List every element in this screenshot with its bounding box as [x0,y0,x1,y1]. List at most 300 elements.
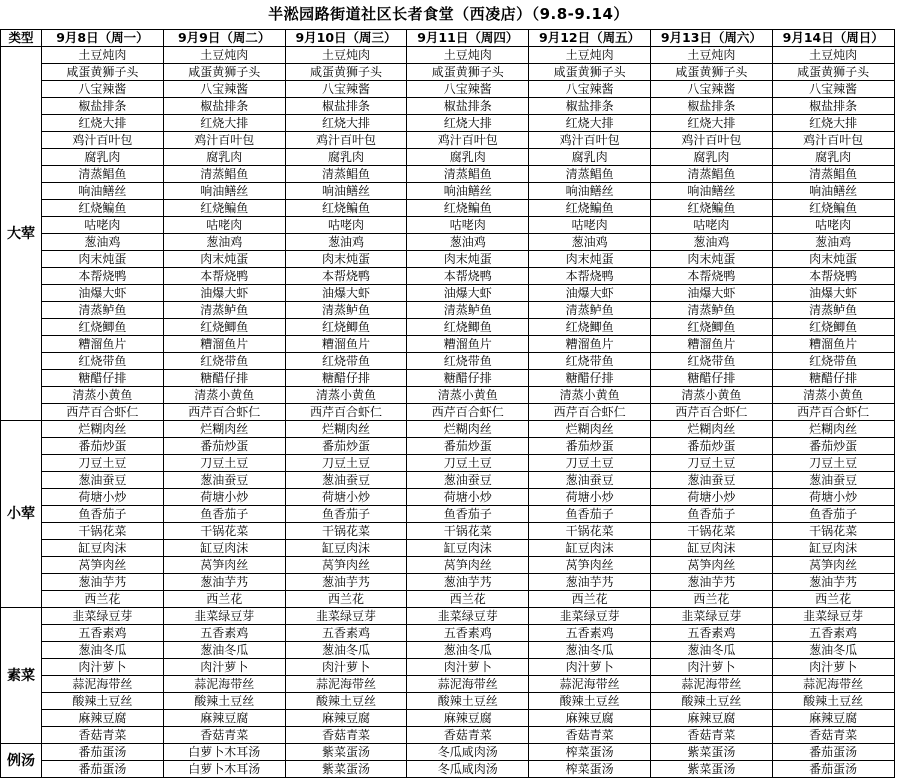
dish-cell[interactable]: 本帮烧鸭 [285,268,407,285]
dish-cell[interactable]: 五香素鸡 [529,625,651,642]
dish-cell[interactable]: 响油鳝丝 [407,183,529,200]
dish-cell[interactable]: 红烧大排 [163,115,285,132]
dish-cell[interactable]: 番茄蛋汤 [42,761,164,778]
dish-cell[interactable]: 肉汁萝卜 [529,659,651,676]
dish-cell[interactable]: 韭菜绿豆芽 [407,608,529,625]
dish-cell[interactable]: 本帮烧鸭 [650,268,772,285]
dish-cell[interactable]: 葱油芋艿 [42,574,164,591]
dish-cell[interactable]: 蒜泥海带丝 [163,676,285,693]
dish-cell[interactable]: 红烧大排 [650,115,772,132]
category-cell[interactable]: 大荤 [1,47,42,421]
dish-cell[interactable]: 本帮烧鸭 [772,268,894,285]
dish-cell[interactable]: 葱油芋艿 [163,574,285,591]
dish-cell[interactable]: 葱油鸡 [650,234,772,251]
dish-cell[interactable]: 莴笋肉丝 [650,557,772,574]
dish-cell[interactable]: 香菇青菜 [407,727,529,744]
dish-cell[interactable]: 番茄炒蛋 [772,438,894,455]
dish-cell[interactable]: 干锅花菜 [529,523,651,540]
dish-cell[interactable]: 刀豆土豆 [163,455,285,472]
dish-cell[interactable]: 糟溜鱼片 [285,336,407,353]
dish-cell[interactable]: 肉末炖蛋 [772,251,894,268]
dish-cell[interactable]: 咸蛋黄狮子头 [529,64,651,81]
dish-cell[interactable]: 五香素鸡 [285,625,407,642]
dish-cell[interactable]: 香菇青菜 [650,727,772,744]
dish-cell[interactable]: 红烧鳊鱼 [285,200,407,217]
dish-cell[interactable]: 椒盐排条 [163,98,285,115]
dish-cell[interactable]: 椒盐排条 [42,98,164,115]
dish-cell[interactable]: 肉末炖蛋 [285,251,407,268]
dish-cell[interactable]: 油爆大虾 [650,285,772,302]
dish-cell[interactable]: 肉汁萝卜 [772,659,894,676]
dish-cell[interactable]: 刀豆土豆 [42,455,164,472]
dish-cell[interactable]: 清蒸鲈鱼 [772,302,894,319]
dish-cell[interactable]: 红烧鳊鱼 [529,200,651,217]
dish-cell[interactable]: 西芹百合虾仁 [650,404,772,421]
dish-cell[interactable]: 响油鳝丝 [285,183,407,200]
dish-cell[interactable]: 韭菜绿豆芽 [42,608,164,625]
dish-cell[interactable]: 响油鳝丝 [650,183,772,200]
dish-cell[interactable]: 蒜泥海带丝 [407,676,529,693]
dish-cell[interactable]: 鸡汁百叶包 [772,132,894,149]
dish-cell[interactable]: 本帮烧鸭 [529,268,651,285]
dish-cell[interactable]: 干锅花菜 [285,523,407,540]
dish-cell[interactable]: 红烧大排 [772,115,894,132]
dish-cell[interactable]: 蒜泥海带丝 [285,676,407,693]
dish-cell[interactable]: 椒盐排条 [529,98,651,115]
dish-cell[interactable]: 本帮烧鸭 [163,268,285,285]
dish-cell[interactable]: 紫菜蛋汤 [285,761,407,778]
dish-cell[interactable]: 莴笋肉丝 [407,557,529,574]
dish-cell[interactable]: 麻辣豆腐 [285,710,407,727]
dish-cell[interactable]: 椒盐排条 [772,98,894,115]
dish-cell[interactable]: 冬瓜咸肉汤 [407,744,529,761]
dish-cell[interactable]: 肉汁萝卜 [42,659,164,676]
dish-cell[interactable]: 葱油鸡 [529,234,651,251]
dish-cell[interactable]: 葱油冬瓜 [42,642,164,659]
dish-cell[interactable]: 葱油鸡 [42,234,164,251]
dish-cell[interactable]: 红烧鲫鱼 [285,319,407,336]
dish-cell[interactable]: 红烧鳊鱼 [163,200,285,217]
dish-cell[interactable]: 红烧大排 [285,115,407,132]
dish-cell[interactable]: 土豆炖肉 [285,47,407,64]
dish-cell[interactable]: 西芹百合虾仁 [772,404,894,421]
dish-cell[interactable]: 葱油冬瓜 [285,642,407,659]
dish-cell[interactable]: 葱油蚕豆 [407,472,529,489]
dish-cell[interactable]: 香菇青菜 [285,727,407,744]
dish-cell[interactable]: 清蒸小黄鱼 [650,387,772,404]
dish-cell[interactable]: 腐乳肉 [529,149,651,166]
dish-cell[interactable]: 红烧带鱼 [529,353,651,370]
dish-cell[interactable]: 糟溜鱼片 [42,336,164,353]
dish-cell[interactable]: 八宝辣酱 [772,81,894,98]
dish-cell[interactable]: 香菇青菜 [772,727,894,744]
dish-cell[interactable]: 清蒸鲈鱼 [407,302,529,319]
dish-cell[interactable]: 清蒸小黄鱼 [285,387,407,404]
category-cell[interactable]: 小荤 [1,421,42,608]
dish-cell[interactable]: 八宝辣酱 [285,81,407,98]
dish-cell[interactable]: 番茄蛋汤 [772,761,894,778]
dish-cell[interactable]: 红烧鲫鱼 [163,319,285,336]
dish-cell[interactable]: 咕咾肉 [407,217,529,234]
dish-cell[interactable]: 鸡汁百叶包 [163,132,285,149]
dish-cell[interactable]: 葱油芋艿 [772,574,894,591]
dish-cell[interactable]: 红烧带鱼 [772,353,894,370]
dish-cell[interactable]: 荷塘小炒 [285,489,407,506]
dish-cell[interactable]: 糖醋仔排 [529,370,651,387]
dish-cell[interactable]: 椒盐排条 [285,98,407,115]
dish-cell[interactable]: 本帮烧鸭 [407,268,529,285]
dish-cell[interactable]: 糖醋仔排 [42,370,164,387]
day-header[interactable]: 9月12日（周五） [529,30,651,47]
dish-cell[interactable]: 酸辣土豆丝 [163,693,285,710]
dish-cell[interactable]: 糖醋仔排 [650,370,772,387]
dish-cell[interactable]: 鱼香茄子 [529,506,651,523]
dish-cell[interactable]: 韭菜绿豆芽 [285,608,407,625]
dish-cell[interactable]: 清蒸鲳鱼 [772,166,894,183]
dish-cell[interactable]: 荷塘小炒 [772,489,894,506]
dish-cell[interactable]: 鱼香茄子 [285,506,407,523]
dish-cell[interactable]: 咕咾肉 [285,217,407,234]
dish-cell[interactable]: 番茄炒蛋 [163,438,285,455]
dish-cell[interactable]: 鱼香茄子 [42,506,164,523]
dish-cell[interactable]: 腐乳肉 [285,149,407,166]
dish-cell[interactable]: 清蒸小黄鱼 [407,387,529,404]
dish-cell[interactable]: 刀豆土豆 [650,455,772,472]
dish-cell[interactable]: 清蒸鲈鱼 [650,302,772,319]
dish-cell[interactable]: 糟溜鱼片 [407,336,529,353]
dish-cell[interactable]: 肉汁萝卜 [285,659,407,676]
dish-cell[interactable]: 韭菜绿豆芽 [529,608,651,625]
dish-cell[interactable]: 榨菜蛋汤 [529,744,651,761]
dish-cell[interactable]: 鸡汁百叶包 [407,132,529,149]
dish-cell[interactable]: 荷塘小炒 [42,489,164,506]
dish-cell[interactable]: 葱油蚕豆 [42,472,164,489]
dish-cell[interactable]: 肉末炖蛋 [407,251,529,268]
dish-cell[interactable]: 紫菜蛋汤 [650,761,772,778]
dish-cell[interactable]: 酸辣土豆丝 [529,693,651,710]
dish-cell[interactable]: 红烧鳊鱼 [407,200,529,217]
dish-cell[interactable]: 肉末炖蛋 [529,251,651,268]
dish-cell[interactable]: 烂糊肉丝 [650,421,772,438]
dish-cell[interactable]: 西芹百合虾仁 [529,404,651,421]
dish-cell[interactable]: 土豆炖肉 [42,47,164,64]
dish-cell[interactable]: 西兰花 [772,591,894,608]
dish-cell[interactable]: 清蒸小黄鱼 [42,387,164,404]
dish-cell[interactable]: 蒜泥海带丝 [650,676,772,693]
dish-cell[interactable]: 咸蛋黄狮子头 [407,64,529,81]
dish-cell[interactable]: 缸豆肉沫 [772,540,894,557]
dish-cell[interactable]: 土豆炖肉 [529,47,651,64]
dish-cell[interactable]: 鱼香茄子 [407,506,529,523]
dish-cell[interactable]: 肉末炖蛋 [163,251,285,268]
day-header[interactable]: 9月8日（周一） [42,30,164,47]
dish-cell[interactable]: 红烧带鱼 [407,353,529,370]
dish-cell[interactable]: 番茄炒蛋 [407,438,529,455]
dish-cell[interactable]: 五香素鸡 [772,625,894,642]
dish-cell[interactable]: 鱼香茄子 [163,506,285,523]
dish-cell[interactable]: 香菇青菜 [529,727,651,744]
dish-cell[interactable]: 油爆大虾 [42,285,164,302]
dish-cell[interactable]: 韭菜绿豆芽 [650,608,772,625]
category-column-header[interactable]: 类型 [1,30,42,47]
dish-cell[interactable]: 番茄炒蛋 [650,438,772,455]
dish-cell[interactable]: 油爆大虾 [407,285,529,302]
dish-cell[interactable]: 葱油冬瓜 [163,642,285,659]
dish-cell[interactable]: 白萝卜木耳汤 [163,761,285,778]
dish-cell[interactable]: 麻辣豆腐 [42,710,164,727]
dish-cell[interactable]: 红烧带鱼 [163,353,285,370]
day-header[interactable]: 9月9日（周二） [163,30,285,47]
dish-cell[interactable]: 葱油蚕豆 [529,472,651,489]
dish-cell[interactable]: 番茄炒蛋 [529,438,651,455]
dish-cell[interactable]: 清蒸小黄鱼 [529,387,651,404]
dish-cell[interactable]: 肉汁萝卜 [407,659,529,676]
dish-cell[interactable]: 响油鳝丝 [772,183,894,200]
dish-cell[interactable]: 腐乳肉 [163,149,285,166]
dish-cell[interactable]: 鸡汁百叶包 [529,132,651,149]
dish-cell[interactable]: 烂糊肉丝 [407,421,529,438]
dish-cell[interactable]: 八宝辣酱 [42,81,164,98]
dish-cell[interactable]: 红烧大排 [407,115,529,132]
dish-cell[interactable]: 葱油鸡 [285,234,407,251]
dish-cell[interactable]: 麻辣豆腐 [407,710,529,727]
dish-cell[interactable]: 西芹百合虾仁 [407,404,529,421]
dish-cell[interactable]: 腐乳肉 [772,149,894,166]
dish-cell[interactable]: 鸡汁百叶包 [285,132,407,149]
dish-cell[interactable]: 酸辣土豆丝 [42,693,164,710]
dish-cell[interactable]: 糖醋仔排 [163,370,285,387]
dish-cell[interactable]: 油爆大虾 [163,285,285,302]
category-cell[interactable]: 例汤 [1,744,42,778]
dish-cell[interactable]: 葱油芋艿 [650,574,772,591]
dish-cell[interactable]: 清蒸鲳鱼 [650,166,772,183]
dish-cell[interactable]: 西芹百合虾仁 [285,404,407,421]
dish-cell[interactable]: 荷塘小炒 [529,489,651,506]
dish-cell[interactable]: 葱油鸡 [163,234,285,251]
dish-cell[interactable]: 五香素鸡 [650,625,772,642]
dish-cell[interactable]: 咕咾肉 [42,217,164,234]
dish-cell[interactable]: 油爆大虾 [529,285,651,302]
dish-cell[interactable]: 西兰花 [529,591,651,608]
dish-cell[interactable]: 五香素鸡 [42,625,164,642]
day-header[interactable]: 9月11日（周四） [407,30,529,47]
dish-cell[interactable]: 西兰花 [650,591,772,608]
dish-cell[interactable]: 蒜泥海带丝 [772,676,894,693]
dish-cell[interactable]: 刀豆土豆 [772,455,894,472]
dish-cell[interactable]: 红烧鳊鱼 [772,200,894,217]
dish-cell[interactable]: 烂糊肉丝 [42,421,164,438]
dish-cell[interactable]: 葱油蚕豆 [650,472,772,489]
dish-cell[interactable]: 清蒸鲈鱼 [42,302,164,319]
dish-cell[interactable]: 葱油冬瓜 [407,642,529,659]
day-header[interactable]: 9月10日（周三） [285,30,407,47]
dish-cell[interactable]: 西兰花 [285,591,407,608]
dish-cell[interactable]: 咕咾肉 [529,217,651,234]
dish-cell[interactable]: 八宝辣酱 [407,81,529,98]
dish-cell[interactable]: 糖醋仔排 [407,370,529,387]
dish-cell[interactable]: 葱油蚕豆 [772,472,894,489]
dish-cell[interactable]: 韭菜绿豆芽 [772,608,894,625]
dish-cell[interactable]: 红烧鳊鱼 [650,200,772,217]
dish-cell[interactable]: 红烧大排 [529,115,651,132]
dish-cell[interactable]: 清蒸鲈鱼 [285,302,407,319]
dish-cell[interactable]: 椒盐排条 [407,98,529,115]
dish-cell[interactable]: 麻辣豆腐 [529,710,651,727]
dish-cell[interactable]: 荷塘小炒 [407,489,529,506]
dish-cell[interactable]: 西兰花 [407,591,529,608]
dish-cell[interactable]: 荷塘小炒 [650,489,772,506]
dish-cell[interactable]: 葱油冬瓜 [529,642,651,659]
dish-cell[interactable]: 红烧鲫鱼 [407,319,529,336]
dish-cell[interactable]: 清蒸鲳鱼 [529,166,651,183]
dish-cell[interactable]: 油爆大虾 [285,285,407,302]
day-header[interactable]: 9月13日（周六） [650,30,772,47]
dish-cell[interactable]: 缸豆肉沫 [529,540,651,557]
dish-cell[interactable]: 鸡汁百叶包 [42,132,164,149]
dish-cell[interactable]: 缸豆肉沫 [285,540,407,557]
dish-cell[interactable]: 红烧大排 [42,115,164,132]
dish-cell[interactable]: 清蒸鲈鱼 [163,302,285,319]
dish-cell[interactable]: 荷塘小炒 [163,489,285,506]
dish-cell[interactable]: 番茄蛋汤 [772,744,894,761]
dish-cell[interactable]: 响油鳝丝 [529,183,651,200]
dish-cell[interactable]: 土豆炖肉 [650,47,772,64]
dish-cell[interactable]: 烂糊肉丝 [163,421,285,438]
dish-cell[interactable]: 紫菜蛋汤 [285,744,407,761]
dish-cell[interactable]: 红烧带鱼 [650,353,772,370]
dish-cell[interactable]: 咕咾肉 [772,217,894,234]
dish-cell[interactable]: 响油鳝丝 [163,183,285,200]
dish-cell[interactable]: 葱油鸡 [407,234,529,251]
dish-cell[interactable]: 肉汁萝卜 [650,659,772,676]
dish-cell[interactable]: 西兰花 [42,591,164,608]
dish-cell[interactable]: 莴笋肉丝 [772,557,894,574]
dish-cell[interactable]: 酸辣土豆丝 [407,693,529,710]
dish-cell[interactable]: 鱼香茄子 [772,506,894,523]
dish-cell[interactable]: 番茄炒蛋 [285,438,407,455]
dish-cell[interactable]: 莴笋肉丝 [285,557,407,574]
dish-cell[interactable]: 莴笋肉丝 [529,557,651,574]
dish-cell[interactable]: 肉汁萝卜 [163,659,285,676]
dish-cell[interactable]: 清蒸鲳鱼 [163,166,285,183]
dish-cell[interactable]: 刀豆土豆 [529,455,651,472]
dish-cell[interactable]: 烂糊肉丝 [529,421,651,438]
dish-cell[interactable]: 葱油冬瓜 [772,642,894,659]
dish-cell[interactable]: 酸辣土豆丝 [285,693,407,710]
dish-cell[interactable]: 红烧带鱼 [42,353,164,370]
dish-cell[interactable]: 酸辣土豆丝 [650,693,772,710]
dish-cell[interactable]: 蒜泥海带丝 [42,676,164,693]
dish-cell[interactable]: 肉末炖蛋 [650,251,772,268]
dish-cell[interactable]: 干锅花菜 [163,523,285,540]
dish-cell[interactable]: 葱油芋艿 [407,574,529,591]
dish-cell[interactable]: 八宝辣酱 [529,81,651,98]
dish-cell[interactable]: 西兰花 [163,591,285,608]
dish-cell[interactable]: 番茄蛋汤 [42,744,164,761]
dish-cell[interactable]: 葱油蚕豆 [163,472,285,489]
dish-cell[interactable]: 红烧鲫鱼 [772,319,894,336]
dish-cell[interactable]: 葱油蚕豆 [285,472,407,489]
dish-cell[interactable]: 腐乳肉 [42,149,164,166]
dish-cell[interactable]: 红烧鲫鱼 [42,319,164,336]
dish-cell[interactable]: 土豆炖肉 [407,47,529,64]
dish-cell[interactable]: 红烧带鱼 [285,353,407,370]
dish-cell[interactable]: 土豆炖肉 [163,47,285,64]
dish-cell[interactable]: 干锅花菜 [772,523,894,540]
day-header[interactable]: 9月14日（周日） [772,30,894,47]
dish-cell[interactable]: 葱油芋艿 [529,574,651,591]
dish-cell[interactable]: 咸蛋黄狮子头 [285,64,407,81]
dish-cell[interactable]: 烂糊肉丝 [285,421,407,438]
dish-cell[interactable]: 糟溜鱼片 [772,336,894,353]
dish-cell[interactable]: 烂糊肉丝 [772,421,894,438]
dish-cell[interactable]: 麻辣豆腐 [650,710,772,727]
dish-cell[interactable]: 清蒸鲈鱼 [529,302,651,319]
dish-cell[interactable]: 五香素鸡 [163,625,285,642]
dish-cell[interactable]: 糖醋仔排 [285,370,407,387]
dish-cell[interactable]: 酸辣土豆丝 [772,693,894,710]
dish-cell[interactable]: 莴笋肉丝 [163,557,285,574]
dish-cell[interactable]: 干锅花菜 [42,523,164,540]
dish-cell[interactable]: 清蒸小黄鱼 [163,387,285,404]
dish-cell[interactable]: 咕咾肉 [650,217,772,234]
dish-cell[interactable]: 韭菜绿豆芽 [163,608,285,625]
dish-cell[interactable]: 麻辣豆腐 [163,710,285,727]
dish-cell[interactable]: 葱油芋艿 [285,574,407,591]
dish-cell[interactable]: 西芹百合虾仁 [42,404,164,421]
dish-cell[interactable]: 响油鳝丝 [42,183,164,200]
dish-cell[interactable]: 油爆大虾 [772,285,894,302]
dish-cell[interactable]: 本帮烧鸭 [42,268,164,285]
dish-cell[interactable]: 清蒸鲳鱼 [285,166,407,183]
dish-cell[interactable]: 缸豆肉沫 [163,540,285,557]
dish-cell[interactable]: 缸豆肉沫 [650,540,772,557]
dish-cell[interactable]: 八宝辣酱 [163,81,285,98]
dish-cell[interactable]: 糟溜鱼片 [650,336,772,353]
category-cell[interactable]: 素菜 [1,608,42,744]
dish-cell[interactable]: 红烧鲫鱼 [650,319,772,336]
dish-cell[interactable]: 糖醋仔排 [772,370,894,387]
dish-cell[interactable]: 葱油冬瓜 [650,642,772,659]
dish-cell[interactable]: 缸豆肉沫 [407,540,529,557]
dish-cell[interactable]: 清蒸鲳鱼 [42,166,164,183]
dish-cell[interactable]: 糟溜鱼片 [163,336,285,353]
dish-cell[interactable]: 冬瓜咸肉汤 [407,761,529,778]
dish-cell[interactable]: 咸蛋黄狮子头 [163,64,285,81]
dish-cell[interactable]: 清蒸小黄鱼 [772,387,894,404]
dish-cell[interactable]: 缸豆肉沫 [42,540,164,557]
dish-cell[interactable]: 鸡汁百叶包 [650,132,772,149]
dish-cell[interactable]: 咸蛋黄狮子头 [772,64,894,81]
dish-cell[interactable]: 香菇青菜 [42,727,164,744]
dish-cell[interactable]: 红烧鲫鱼 [529,319,651,336]
dish-cell[interactable]: 鱼香茄子 [650,506,772,523]
dish-cell[interactable]: 糟溜鱼片 [529,336,651,353]
dish-cell[interactable]: 红烧鳊鱼 [42,200,164,217]
dish-cell[interactable]: 葱油鸡 [772,234,894,251]
dish-cell[interactable]: 腐乳肉 [650,149,772,166]
dish-cell[interactable]: 咕咾肉 [163,217,285,234]
dish-cell[interactable]: 清蒸鲳鱼 [407,166,529,183]
dish-cell[interactable]: 蒜泥海带丝 [529,676,651,693]
dish-cell[interactable]: 榨菜蛋汤 [529,761,651,778]
dish-cell[interactable]: 椒盐排条 [650,98,772,115]
dish-cell[interactable]: 土豆炖肉 [772,47,894,64]
dish-cell[interactable]: 番茄炒蛋 [42,438,164,455]
dish-cell[interactable]: 刀豆土豆 [407,455,529,472]
dish-cell[interactable]: 八宝辣酱 [650,81,772,98]
dish-cell[interactable]: 紫菜蛋汤 [650,744,772,761]
